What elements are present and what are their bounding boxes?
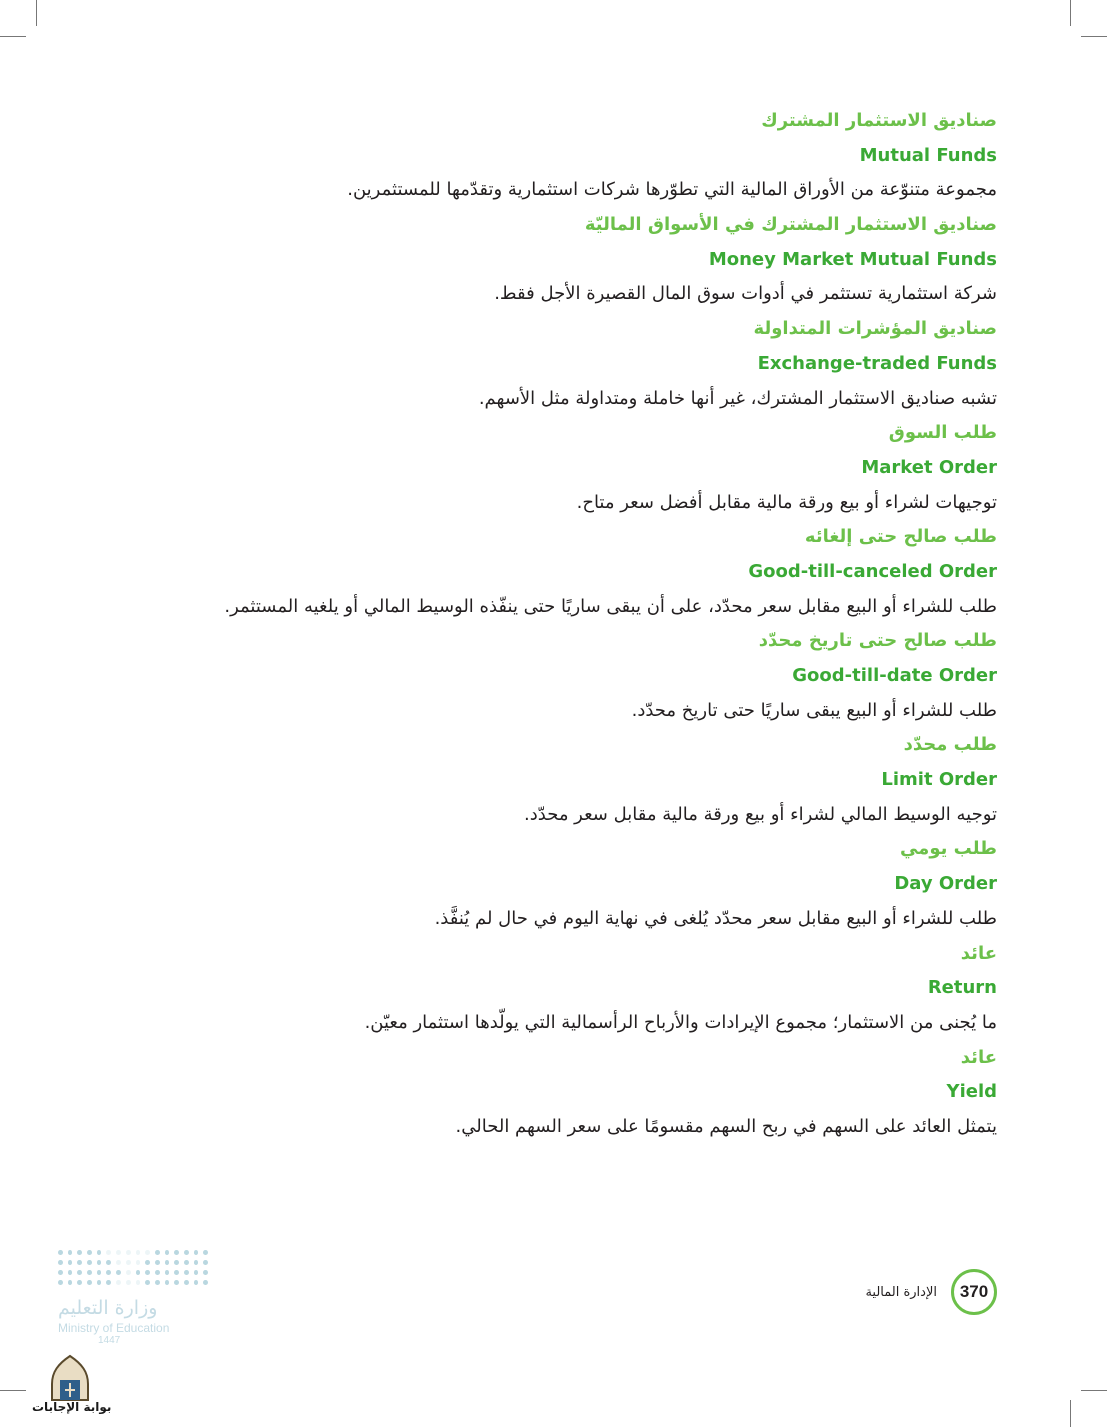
logo-dot-row bbox=[58, 1280, 208, 1285]
logo-dot bbox=[136, 1280, 141, 1285]
ministry-name-ar: وزارة التعليم bbox=[58, 1297, 158, 1319]
logo-dot bbox=[174, 1270, 179, 1275]
term-definition: شركة استثمارية تستثمر في أدوات سوق المال القصيرة الأجل فقط. bbox=[494, 283, 997, 305]
term-definition: توجيهات لشراء أو بيع ورقة مالية مقابل أفضل سعر متاح. bbox=[576, 491, 997, 513]
logo-dot bbox=[155, 1250, 160, 1255]
logo-dot bbox=[174, 1260, 179, 1265]
term-english: Return bbox=[927, 977, 997, 999]
logo-dot bbox=[58, 1280, 63, 1285]
term-arabic: طلب محدّد bbox=[903, 734, 997, 756]
logo-dot bbox=[165, 1270, 170, 1275]
crop-mark bbox=[1081, 36, 1107, 37]
logo-dot bbox=[87, 1260, 92, 1265]
logo-dot bbox=[203, 1260, 208, 1265]
logo-dot-row bbox=[58, 1260, 208, 1265]
term-definition: يتمثل العائد على السهم في ربح السهم مقسومًا على سعر السهم الحالي. bbox=[455, 1115, 997, 1137]
logo-dot bbox=[58, 1270, 63, 1275]
ministry-logo bbox=[58, 1250, 208, 1346]
logo-dot-row bbox=[58, 1270, 208, 1275]
crop-mark bbox=[0, 36, 26, 37]
term-arabic: صناديق المؤشرات المتداولة bbox=[753, 318, 997, 340]
logo-dot bbox=[203, 1250, 208, 1255]
logo-dot bbox=[136, 1260, 141, 1265]
logo-dot bbox=[136, 1250, 141, 1255]
term-definition: ما يُجنى من الاستثمار؛ مجموع الإيرادات والأرباح الرأسمالية التي يولّدها استثمار معيّن. bbox=[364, 1011, 997, 1033]
crop-mark bbox=[36, 0, 37, 26]
crop-mark bbox=[1070, 0, 1071, 26]
logo-dot bbox=[203, 1270, 208, 1275]
logo-dot bbox=[97, 1270, 102, 1275]
logo-dot bbox=[184, 1260, 189, 1265]
glossary bbox=[97, 104, 997, 1145]
term-arabic: عائد bbox=[960, 942, 997, 964]
ministry-name-en: Ministry of Education bbox=[58, 1321, 170, 1335]
term-english: Yield bbox=[946, 1081, 997, 1103]
page-number: 370 bbox=[951, 1269, 997, 1315]
logo-dot bbox=[68, 1250, 73, 1255]
term-arabic: صناديق الاستثمار المشترك bbox=[761, 110, 997, 131]
term-arabic: طلب السوق bbox=[888, 422, 997, 444]
logo-dot bbox=[184, 1280, 189, 1285]
logo-dot bbox=[68, 1270, 73, 1275]
term-arabic: طلب يومي bbox=[899, 838, 997, 860]
logo-dot bbox=[194, 1270, 199, 1275]
logo-dot bbox=[97, 1250, 102, 1255]
logo-dot bbox=[68, 1260, 73, 1265]
logo-dot bbox=[126, 1260, 131, 1265]
logo-dot bbox=[58, 1250, 63, 1255]
logo-dot bbox=[184, 1270, 189, 1275]
logo-dot bbox=[155, 1280, 160, 1285]
logo-dot bbox=[126, 1250, 131, 1255]
term-english: Limit Order bbox=[881, 769, 997, 791]
logo-dot bbox=[145, 1250, 150, 1255]
logo-dot bbox=[184, 1250, 189, 1255]
logo-dot bbox=[116, 1280, 121, 1285]
term-definition: طلب للشراء أو البيع يبقى ساريًا حتى تاريخ محدّد. bbox=[631, 699, 997, 721]
logo-dot bbox=[174, 1280, 179, 1285]
logo-dot bbox=[174, 1250, 179, 1255]
logo-dot bbox=[165, 1280, 170, 1285]
term-arabic: صناديق الاستثمار المشترك في الأسواق الماليّة bbox=[584, 214, 997, 236]
crop-mark bbox=[1070, 1400, 1071, 1427]
logo-dot bbox=[126, 1270, 131, 1275]
logo-dot bbox=[97, 1260, 102, 1265]
term-definition: تشبه صناديق الاستثمار المشترك، غير أنها خاملة ومتداولة مثل الأسهم. bbox=[478, 387, 997, 409]
crop-mark bbox=[1081, 1390, 1107, 1391]
term-english: Day Order bbox=[894, 873, 997, 895]
logo-dot bbox=[87, 1280, 92, 1285]
logo-dot bbox=[165, 1260, 170, 1265]
term-english: Good-till-date Order bbox=[792, 665, 997, 686]
term-english: Exchange-traded Funds bbox=[757, 352, 997, 374]
logo-dot bbox=[87, 1250, 92, 1255]
logo-dot bbox=[145, 1280, 150, 1285]
logo-dots-icon bbox=[58, 1250, 208, 1285]
logo-dot bbox=[106, 1250, 111, 1255]
crop-mark bbox=[0, 1390, 26, 1391]
logo-dot bbox=[203, 1280, 208, 1285]
book-title: الإدارة المالية bbox=[865, 1284, 937, 1300]
term-definition: توجيه الوسيط المالي لشراء أو بيع ورقة مالية مقابل سعر محدّد. bbox=[524, 803, 997, 825]
logo-dot bbox=[116, 1260, 121, 1265]
logo-dot bbox=[106, 1260, 111, 1265]
logo-dot bbox=[194, 1260, 199, 1265]
logo-dot bbox=[165, 1250, 170, 1255]
term-definition: طلب للشراء أو البيع مقابل سعر محدّد يُلغى في نهاية اليوم في حال لم يُنفَّذ. bbox=[434, 907, 997, 929]
term-english: Mutual Funds bbox=[859, 144, 997, 166]
logo-dot bbox=[145, 1270, 150, 1275]
page-footer bbox=[865, 1268, 997, 1316]
logo-dot bbox=[136, 1270, 141, 1275]
logo-dot bbox=[126, 1280, 131, 1285]
term-english: Good-till-canceled Order bbox=[748, 560, 997, 582]
logo-dot bbox=[155, 1270, 160, 1275]
logo-dot bbox=[145, 1260, 150, 1265]
term-arabic: عائد bbox=[960, 1046, 997, 1068]
logo-dot bbox=[77, 1250, 82, 1255]
term-arabic: طلب صالح حتى تاريخ محدّد bbox=[758, 630, 997, 652]
logo-dot bbox=[77, 1280, 82, 1285]
logo-dot bbox=[155, 1260, 160, 1265]
logo-dot-row bbox=[58, 1250, 208, 1255]
logo-dot bbox=[194, 1280, 199, 1285]
logo-dot bbox=[116, 1250, 121, 1255]
logo-dot bbox=[87, 1270, 92, 1275]
term-english: Market Order bbox=[861, 456, 997, 478]
term-english: Money Market Mutual Funds bbox=[708, 248, 997, 270]
term-arabic: طلب صالح حتى إلغائه bbox=[804, 526, 997, 548]
logo-dot bbox=[68, 1280, 73, 1285]
term-definition: مجموعة متنوّعة من الأوراق المالية التي تطوّرها شركات استثمارية وتقدّمها للمستثمرين. bbox=[347, 179, 997, 201]
logo-dot bbox=[77, 1270, 82, 1275]
logo-dot bbox=[194, 1250, 199, 1255]
logo-dot bbox=[77, 1260, 82, 1265]
logo-dot bbox=[58, 1260, 63, 1265]
term-definition: طلب للشراء أو البيع مقابل سعر محدّد، على أن يبقى ساريًا حتى ينفّذه الوسيط المالي أو يلغيه المستثمر. bbox=[224, 595, 997, 617]
logo-dot bbox=[116, 1270, 121, 1275]
badge-label: بوابة الإجابات bbox=[32, 1400, 112, 1414]
logo-dot bbox=[106, 1270, 111, 1275]
logo-dot bbox=[106, 1280, 111, 1285]
ministry-year: 1447 bbox=[98, 1335, 121, 1346]
logo-dot bbox=[97, 1280, 102, 1285]
